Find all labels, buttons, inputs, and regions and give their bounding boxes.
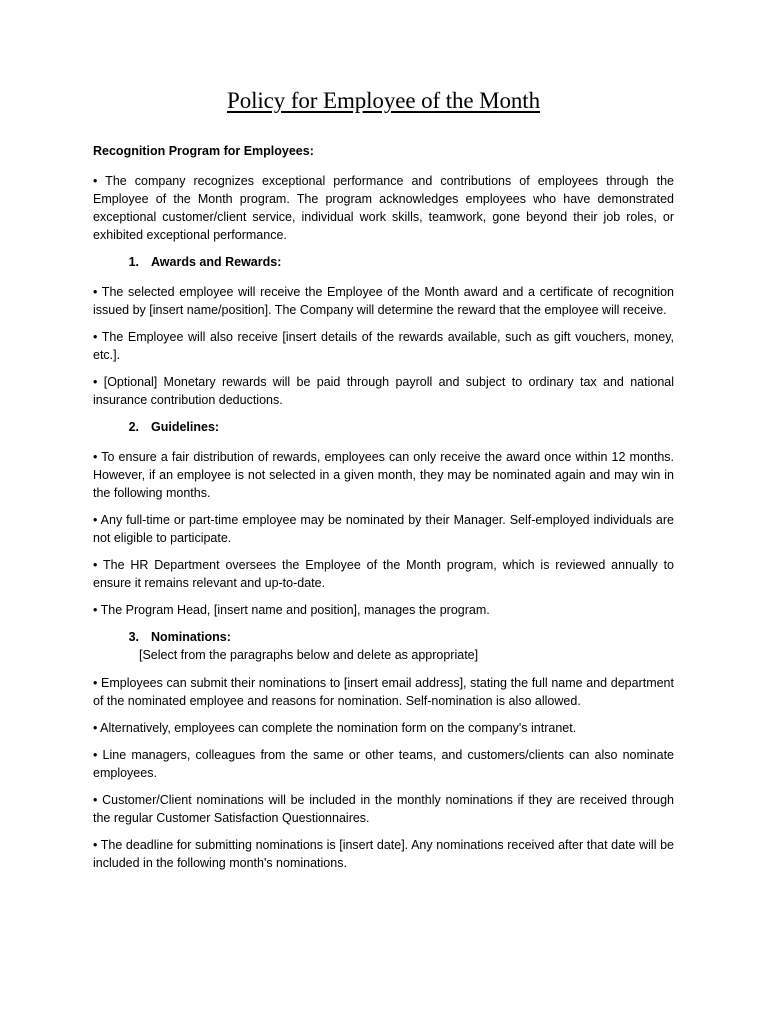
awards-paragraph-3: • [Optional] Monetary rewards will be paid through payroll and subject to ordinary tax and national insurance contribution deductions. [93, 375, 674, 407]
section-nominations-heading [93, 628, 674, 646]
nominations-paragraph-3: • Line managers, colleagues from the same or other teams, and customers/clients can also nominate employees. [93, 748, 674, 780]
document-title: Policy for Employee of the Month [227, 88, 540, 113]
nominations-paragraph-1: • Employees can submit their nominations to [insert email address], stating the full name and department of the nominated employee and reasons for nomination. Self-nomination is also allowed. [93, 676, 674, 708]
section-title: Awards and Rewards: [151, 255, 282, 269]
guidelines-paragraph-4: • The Program Head, [insert name and position], manages the program. [93, 603, 490, 617]
section-number: 1. [128, 255, 139, 269]
guidelines-paragraph-2: • Any full-time or part-time employee may be nominated by their Manager. Self-employed individuals are not eligible to participate. [93, 513, 674, 545]
nominations-note [139, 646, 674, 664]
section-title: Nominations: [151, 630, 231, 644]
awards-paragraph-2: • The Employee will also receive [insert details of the rewards available, such as gift vouchers, money, etc.]. [93, 330, 674, 362]
nominations-note-text: [Select from the paragraphs below and delete as appropriate] [139, 648, 479, 662]
document-page [93, 88, 674, 881]
awards-paragraph-1: • The selected employee will receive the Employee of the Month award and a certificate of recognition issued by [insert name/position]. The Company will determine the reward that the employee will receive. [93, 285, 674, 317]
nominations-paragraph-2: • Alternatively, employees can complete the nomination form on the company's intranet. [93, 721, 577, 735]
program-heading: Recognition Program for Employees: [93, 144, 314, 158]
section-awards-heading [93, 253, 674, 271]
guidelines-paragraph-3: • The HR Department oversees the Employee of the Month program, which is reviewed annually to ensure it remains relevant and up-to-date. [93, 558, 674, 590]
intro-paragraph: • The company recognizes exceptional performance and contributions of employees through the Employee of the Month program. The program acknowledges employees who have demonstrated exceptional customer/client service, individual work skills, teamwork, gone beyond their job roles, or exhibited exceptional performance. [93, 174, 674, 242]
section-number: 2. [128, 420, 139, 434]
nominations-paragraph-5: • The deadline for submitting nominations is [insert date]. Any nominations received after that date will be included in the following month's nominations. [93, 838, 674, 870]
section-guidelines-heading [93, 418, 674, 436]
guidelines-paragraph-1: • To ensure a fair distribution of rewards, employees can only receive the award once within 12 months. However, if an employee is not selected in a given month, they may be nominated again and may win in the following months. [93, 450, 674, 500]
section-title: Guidelines: [151, 420, 220, 434]
section-number: 3. [128, 630, 139, 644]
nominations-paragraph-4: • Customer/Client nominations will be included in the monthly nominations if they are received through the regular Customer Satisfaction Questionnaires. [93, 793, 674, 825]
